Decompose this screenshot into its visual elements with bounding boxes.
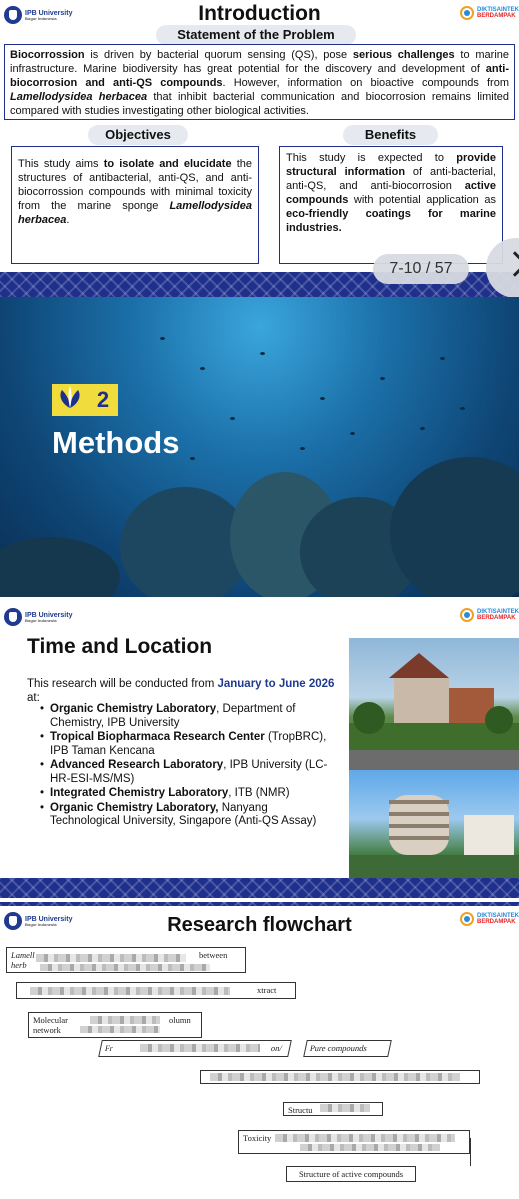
pixelated-text xyxy=(320,1104,370,1112)
objectives-emphasis: to isolate and elucidate xyxy=(103,158,232,170)
location-item xyxy=(40,759,340,786)
fish-shape xyxy=(190,457,195,460)
campus-illustration xyxy=(349,770,519,878)
building-illustration xyxy=(349,638,519,770)
benefits-text: with potential application as xyxy=(348,194,496,206)
decorative-band xyxy=(0,878,519,898)
location-name: Integrated Chemistry Laboratory xyxy=(50,787,229,799)
badge-line1: DIKTISAINTEK xyxy=(477,912,519,919)
flow-text: Fr xyxy=(104,1043,114,1053)
pixelated-text xyxy=(40,964,210,971)
chevron-right-icon xyxy=(502,251,519,276)
badge-line2: BERDAMPAK xyxy=(477,615,516,621)
building-photo xyxy=(349,638,519,770)
schedule-suffix: at: xyxy=(27,692,40,704)
location-name: Organic Chemistry Laboratory xyxy=(50,703,217,715)
flow-text: between xyxy=(199,950,228,960)
location-name: Tropical Biopharmaca Research Center xyxy=(50,731,265,743)
fish-shape xyxy=(350,432,355,435)
problem-emphasis: anti-biocorrosion and anti-QS compounds xyxy=(10,63,509,89)
pixelated-text xyxy=(210,1073,460,1081)
fish-shape xyxy=(260,352,265,355)
species-name: Lamellodysidea herbacea xyxy=(18,200,252,226)
fish-shape xyxy=(460,407,465,410)
pixelated-text xyxy=(36,954,186,962)
problem-emphasis: serious challenges xyxy=(352,49,455,61)
flow-connector xyxy=(470,1138,471,1166)
pixelated-text xyxy=(140,1044,260,1052)
logo-sub: Bogor Indonesia xyxy=(25,15,57,21)
objectives-text: . xyxy=(66,214,70,226)
location-item xyxy=(40,787,340,801)
flow-text: olumn xyxy=(169,1015,191,1025)
pixelated-text xyxy=(80,1026,160,1033)
location-detail: , Department of Chemistry, IPB University xyxy=(50,703,296,729)
slide-title: Time and Location xyxy=(27,635,213,658)
flow-step-pure-compounds: Pure compounds xyxy=(303,1040,392,1057)
benefits-text: of anti-bacterial, anti-QS, and anti-biocorrosion xyxy=(286,166,496,192)
benefits-emphasis: active compounds xyxy=(286,180,496,206)
benefits-text: This study is expected to xyxy=(286,152,457,164)
flow-text: herb xyxy=(11,960,27,970)
flow-text: xtract xyxy=(257,985,277,995)
schedule-period: January to June 2026 xyxy=(217,678,335,690)
slide-title: Research flowchart xyxy=(167,914,352,936)
problem-text: that inhibit bacterial communication and biocorrosion remains limited compared with studies investigating other biological activities. xyxy=(10,91,509,117)
campus-photo xyxy=(349,770,519,878)
pixelated-text xyxy=(90,1016,160,1024)
benefits-emphasis: provide structural information xyxy=(286,152,496,178)
location-list xyxy=(40,703,340,830)
diktisaintek-icon xyxy=(460,608,474,622)
fish-shape xyxy=(300,447,305,450)
decorative-band xyxy=(0,902,519,906)
logo-sub: Bogor Indonesia xyxy=(25,921,57,927)
pixelated-text xyxy=(30,987,230,995)
slide-methods-section xyxy=(0,297,519,597)
fish-shape xyxy=(200,367,205,370)
problem-text: to marine infrastructure. Marine biodiversity has great potential for the discovery and development of xyxy=(10,49,509,75)
problem-statement xyxy=(4,44,515,120)
pixelated-text xyxy=(300,1144,440,1151)
objectives-heading: Objectives xyxy=(88,125,188,145)
species-name: Lamellodysidea herbacea xyxy=(10,91,148,103)
pixelated-text xyxy=(275,1134,455,1142)
benefits-box xyxy=(279,146,503,264)
fish-shape xyxy=(380,377,385,380)
location-detail: (TropBRC), IPB Taman Kencana xyxy=(50,731,327,757)
location-detail: , IPB University (LC-HR-ESI-MS/MS) xyxy=(50,759,328,785)
logo-name: IPB University xyxy=(25,9,73,17)
fish-shape xyxy=(440,357,445,360)
leaf-icon xyxy=(52,382,88,418)
location-item xyxy=(40,802,340,829)
reef-shape xyxy=(0,537,120,597)
slide-introduction xyxy=(0,0,519,297)
section-title: Methods xyxy=(52,425,180,460)
location-name: Advanced Research Laboratory xyxy=(50,759,224,771)
fish-shape xyxy=(420,427,425,430)
fish-shape xyxy=(160,337,165,340)
ipb-logo-icon xyxy=(4,608,22,626)
objectives-text: the structures of antibacterial, anti-QS, and anti-biocorrossion compounds with minimal toxicity from the marine sponge xyxy=(18,158,253,212)
problem-text: . However, information on bioactive compounds from xyxy=(222,77,509,89)
logo-name: IPB University xyxy=(25,611,73,619)
flow-text: Toxicity xyxy=(243,1133,272,1143)
benefits-heading: Benefits xyxy=(343,125,438,145)
diktisaintek-badge xyxy=(460,608,519,622)
flow-text: Molecular xyxy=(33,1015,68,1025)
flow-text: on/ xyxy=(270,1043,284,1053)
logo-name: IPB University xyxy=(25,915,73,923)
objectives-box xyxy=(11,146,259,264)
badge-line2: BERDAMPAK xyxy=(477,919,516,925)
objectives-text: This study aims xyxy=(18,158,104,170)
problem-term: Biocorrossion xyxy=(10,49,85,61)
slide-counter: 7-10 / 57 xyxy=(373,254,469,284)
section-number: 2 xyxy=(88,384,118,416)
schedule-text xyxy=(27,677,347,705)
location-item xyxy=(40,703,340,730)
problem-text: is driven by bacterial quorum sensing (QS), pose xyxy=(84,49,353,61)
location-detail: , ITB (NMR) xyxy=(228,787,290,799)
schedule-prefix: This research will be conducted from xyxy=(27,678,218,690)
badge-line1: DIKTISAINTEK xyxy=(477,608,519,615)
benefits-emphasis: eco-friendly coatings for marine industries. xyxy=(286,208,496,234)
flow-text: Lamell xyxy=(11,950,35,960)
slide-time-location xyxy=(0,600,519,898)
flow-step-structure: Structu xyxy=(283,1102,383,1116)
slide-title: Introduction xyxy=(198,2,321,25)
logo-sub: Bogor Indonesia xyxy=(25,617,57,623)
flow-step-active-compounds: Structure of active compounds xyxy=(286,1166,416,1182)
location-name: Organic Chemistry Laboratory, xyxy=(50,801,219,814)
flow-text: network xyxy=(33,1025,61,1035)
location-item xyxy=(40,731,340,758)
slide-research-flowchart xyxy=(0,902,519,1199)
badge-line1: DIKTISAINTEK xyxy=(477,6,519,13)
fish-shape xyxy=(320,397,325,400)
ipb-logo xyxy=(4,608,72,626)
problem-heading: Statement of the Problem xyxy=(156,25,356,45)
fish-shape xyxy=(230,417,235,420)
badge-line2: BERDAMPAK xyxy=(477,13,516,19)
reef-shape xyxy=(390,457,519,597)
location-detail: Nanyang Technological University, Singapore (Anti-QS Assay) xyxy=(50,801,317,827)
